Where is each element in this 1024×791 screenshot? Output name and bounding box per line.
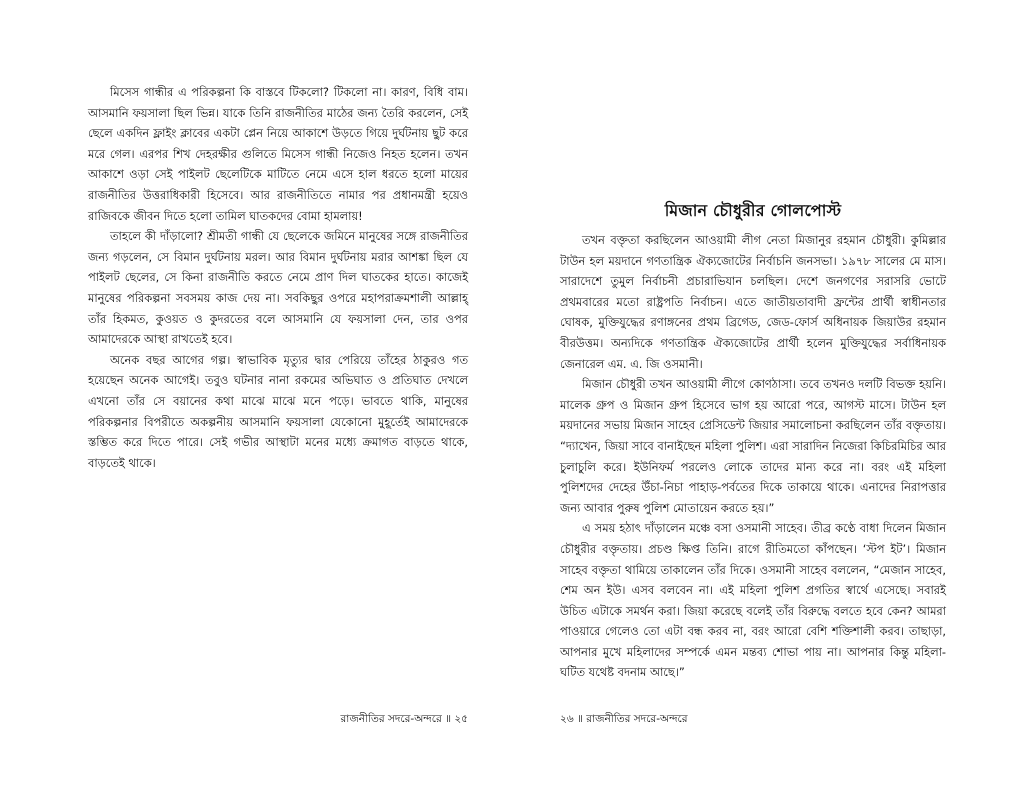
right-paragraph-2: মিজান চৌধুরী তখন আওয়ামী লীগে কোণঠাসা। তবে তখনও দলটি বিভক্ত হয়নি। মালেক গ্রুপ ও মিজান গ্রুপ হিসেবে ভাগ হয় আরো পরে, আগস্ট মাসে। টাউন হল ময়দানের সভায় মিজান সাহেব প্রেসিডেন্ট জিয়ার সমালোচনা করছিলেন তাঁর বক্তৃতায়। “দ্যাখেন, জিয়া সাবে বানাইছেন মহিলা পুলিশ। এরা সারাদিন নিজেরা কিচিরমিচির আর চুলাচুলি করে। ইউনিফর্ম পরলেও লোকে তাদের মান্য করে না। বরং এই মহিলা পুলিশদের দেহের উঁচা-নিচা পাহাড়-পর্বতের দিকে তাকায়ে থাকে। এনাদের নিরাপত্তার জন্য আবার পুরুষ পুলিশ মোতায়েন করতে হয়।”	[560, 377, 946, 515]
left-paragraph-1: মিসেস গান্ধীর এ পরিকল্পনা কি বাস্তবে টিকলো? টিকলো না। কারণ, বিধি বাম। আসমানি ফয়সালা ছিল ভিন্ন। যাকে তিনি রাজনীতির মাঠের জন্য তৈরি করলেন, সেই ছেলে একদিন ফ্লাইং ক্লাবের একটা প্লেন নিয়ে আকাশে উড়তে গিয়ে দুর্ঘটনায় ছুট করে মরে গেল। এরপর শিখ দেহরক্ষীর গুলিতে মিসেস গান্ধী নিজেও নিহত হলেন। তখন আকাশে ওড়া সেই পাইলট ছেলেটিকে মাটিতে নেমে এসে হাল ধরতে হলো মায়ের রাজনীতির উত্তরাধিকারী হিসেবে। আর রাজনীতিতে নামার পর প্রধানমন্ত্রী হয়েও রাজিবকে জীবন দিতে হলো তামিল ঘাতকদের বোমা হামলায়!	[88, 85, 468, 223]
right-page-body	[560, 230, 946, 683]
right-page-footer: ২৬ ॥ রাজনীতির সদরে-অন্দরে	[560, 713, 688, 725]
left-page-body	[88, 82, 468, 473]
left-page-footer: রাজনীতির সদরে-অন্দরে ॥ ২৫	[340, 713, 468, 725]
right-paragraph-1: তখন বক্তৃতা করছিলেন আওয়ামী লীগ নেতা মিজানুর রহমান চৌধুরী। কুমিল্লার টাউন হল ময়দানে গণতান্ত্রিক ঐক্যজোটের নির্বাচনি জনসভা। ১৯৭৮ সালের মে মাস। সারাদেশে তুমুল নির্বাচনী প্রচারাভিযান চলছিল। দেশে জনগণের সরাসরি ভোটে প্রথমবারের মতো রাষ্ট্রপতি নির্বাচন। এতে জাতীয়তাবাদী ফ্রন্টের প্রার্থী স্বাধীনতার ঘোষক, মুক্তিযুদ্ধের রণাঙ্গনের প্রথম ব্রিগেড, জেড-ফোর্স অধিনায়ক জিয়াউর রহমান বীরউত্তম। অন্যদিকে গণতান্ত্রিক ঐক্যজোটের প্রার্থী হলেন মুক্তিযুদ্ধের সর্বাধিনায়ক জেনারেল এম. এ. জি ওসমানী।	[560, 233, 946, 371]
right-page	[512, 0, 1024, 791]
left-paragraph-3: অনেক বছর আগের গল্প। স্বাভাবিক মৃত্যুর দ্বার পেরিয়ে তাঁহের ঠাকুরও গত হয়েছেন অনেক আগেই। তবুও ঘটনার নানা রকমের অভিঘাত ও প্রতিঘাত দেখলে এখনো তাঁর সে বয়ানের কথা মাঝে মাঝে মনে পড়ে। ভাবতে থাকি, মানুষের পরিকল্পনার বিপরীতে অকল্পনীয় আসমানি ফয়সালা যেকোনো মুহূর্তেই আমাদেরকে স্তম্ভিত করে দিতে পারে। সেই গভীর আস্থাটা মনের মধ্যে ক্রমাগত বাড়তে থাকে, বাড়তেই থাকে।	[88, 352, 468, 470]
right-paragraph-3: এ সময় হঠাৎ দাঁড়ালেন মঞ্চে বসা ওসমানী সাহেব। তীব্র কণ্ঠে বাধা দিলেন মিজান চৌধুরীর বক্তৃতায়। প্রচণ্ড ক্ষিপ্ত তিনি। রাগে রীতিমতো কাঁপছেন। ‘স্টপ ইট’। মিজান সাহেব বক্তৃতা থামিয়ে তাকালেন তাঁর দিকে। ওসমানী সাহেব বললেন, “মেজান সাহেব, শেম অন ইউ। এসব বলবেন না। এই মহিলা পুলিশ প্রগতির স্বার্থে এসেছে। সবারই উচিত এটাকে সমর্থন করা। জিয়া করেছে বলেই তাঁর বিরুদ্ধে বলতে হবে কেন? আমরা পাওয়ারে গেলেও তো এটা বন্ধ করব না, বরং আরো বেশি শক্তিশালী করব। তাছাড়া, আপনার মুখে মহিলাদের সম্পর্কে এমন মন্তব্য শোভা পায় না। আপনার কিন্তু মহিলা-ঘটিত যথেষ্ট বদনাম আছে।”	[560, 521, 946, 680]
chapter-title: মিজান চৌধুরীর গোলপোস্ট	[664, 201, 842, 220]
left-paragraph-2: তাহলে কী দাঁড়ালো? শ্রীমতী গান্ধী যে ছেলেকে জমিনে মানুষের সঙ্গে রাজনীতির জন্য গড়লেন, সে বিমান দুর্ঘটনায় মরল। আর বিমান দুর্ঘটনায় মরার আশঙ্কা ছিল যে পাইলট ছেলের, সে কিনা রাজনীতি করতে নেমে প্রাণ দিল ঘাতকের হাতে। কাজেই মানুষের পরিকল্পনা সবসময় কাজ দেয় না। সবকিছুর ওপরে মহাপরাক্রমশালী আল্লাহ্ তাঁর হিকমত, কুওয়ত ও কুদরতের বলে আসমানি যে ফয়সালা দেন, তার ওপর আমাদেরকে আস্থা রাখতেই হবে।	[88, 229, 468, 347]
